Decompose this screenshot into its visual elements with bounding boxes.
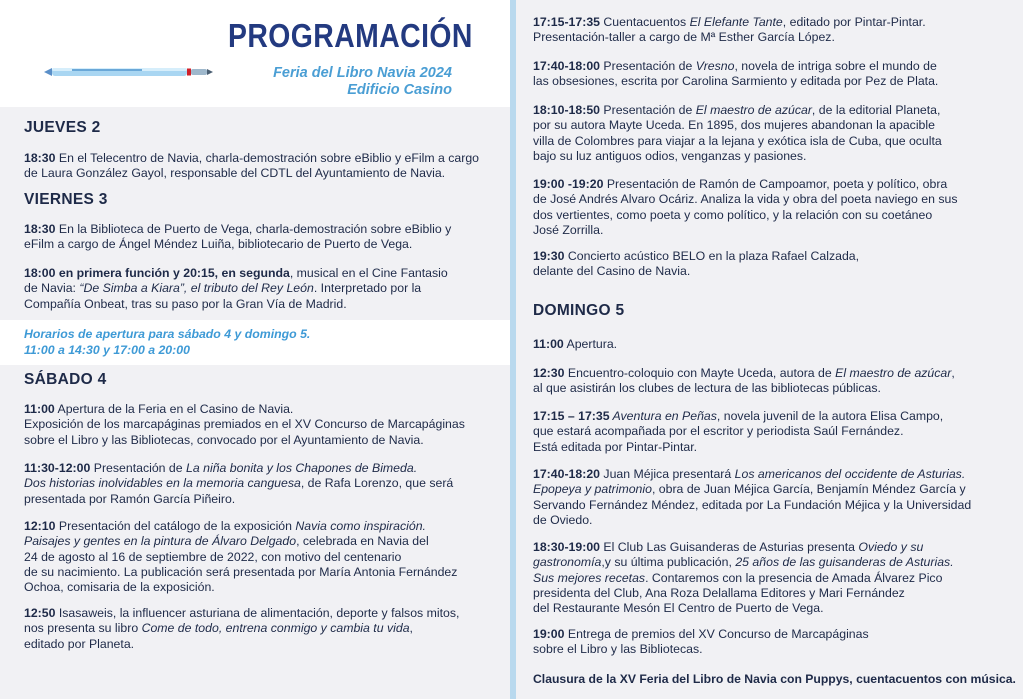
event-time: 18:30 [24, 222, 56, 236]
event-time: 18:30 [24, 151, 56, 165]
event-sabado-1740: 17:40-18:00 Presentación de Vresno, novela de intriga sobre el mundo de las obsesiones, escrita por Carolina Sarmiento y editada por Pez de Plata. [533, 59, 939, 89]
subtitle-line-1: Feria del Libro Navia 2024 [273, 65, 452, 81]
event-time: 18:30-19:00 [533, 540, 600, 554]
event-time: 19:30 [533, 249, 565, 263]
event-domingo-1715: 17:15 – 17:35 Aventura en Peñas, novela juvenil de la autora Elisa Campo, que estará acompañada por el escritor y periodista Saúl Fernández. Está editada por Pintar-Pintar. [533, 409, 944, 454]
event-time: 12:10 [24, 519, 56, 533]
event-jueves-1830: 18:30 En el Telecentro de Navia, charla-demostración sobre eBiblio y eFilm a cargo de Laura González Gayol, responsable del CDTL del Ayuntamiento de Navia. [24, 151, 479, 181]
event-time: 11:30-12:00 [24, 461, 91, 475]
event-domingo-1230: 12:30 Encuentro-coloquio con Mayte Uceda, autora de El maestro de azúcar, al que asistirán los clubes de lectura de las bibliotecas públicas. [533, 366, 955, 396]
event-time: 19:00 [533, 627, 565, 641]
event-time: 17:40-18:00 [533, 59, 600, 73]
event-sabado-1130: 11:30-12:00 Presentación de La niña bonita y los Chapones de Bimeda. Dos historias inolvidables en la memoria canguesa, de Rafa Lorenzo, que será presentada por Ramón García Piñeiro. [24, 461, 454, 506]
day-heading-viernes: VIERNES 3 [24, 191, 108, 208]
event-time: 11:00 [533, 337, 564, 351]
event-domingo-1900: 19:00 Entrega de premios del XV Concurso de Marcapáginas sobre el Libro y las Bibliotecas. [533, 627, 869, 657]
event-time: 18:10-18:50 [533, 103, 600, 117]
event-sabado-1900: 19:00 -19:20 Presentación de Ramón de Campoamor, poeta y político, obra de José Andrés Alvaro Ocáriz. Analiza la vida y obra del poeta naviego en sus dos vertientes, como poeta y como político, y la relación con su coetáneo José Zorrilla. [533, 177, 958, 237]
page-title: PROGRAMACIÓN [228, 17, 473, 54]
event-time: 18:00 en primera función y 20:15, en segunda [24, 266, 290, 280]
event-time: 12:30 [533, 366, 565, 380]
event-time: 19:00 -19:20 [533, 177, 604, 191]
day-heading-sabado: SÁBADO 4 [24, 371, 107, 388]
event-domingo-1100: 11:00 Apertura. [533, 337, 618, 351]
event-sabado-1810: 18:10-18:50 Presentación de El maestro de azúcar, de la editorial Planeta, por su autora Mayte Uceda. En 1895, dos mujeres abandonan la apacible villa de Colombres para viajar a la lejana y exótica isla de Cuba, que oculta bajo su luz antiguos odios, venganzas y pasiones. [533, 103, 942, 163]
day-heading-domingo: DOMINGO 5 [533, 302, 625, 319]
event-time: 11:00 [24, 402, 55, 416]
event-sabado-1100: 11:00 Apertura de la Feria en el Casino de Navia. Exposición de los marcapáginas premiados en el XV Concurso de Marcapáginas sobre el Libro y las Bibliotecas, convocado por el Ayuntamiento de Navia. [24, 402, 465, 447]
event-time: 17:15-17:35 [533, 15, 600, 29]
opening-hours-note: Horarios de apertura para sábado 4 y domingo 5. 11:00 a 14:30 y 17:00 a 20:00 [24, 327, 311, 357]
closing-note: Clausura de la XV Feria del Libro de Navia con Puppys, cuentacuentos con música. [533, 672, 1016, 686]
day-heading-jueves: JUEVES 2 [24, 119, 101, 136]
event-time: 12:50 [24, 606, 56, 620]
event-sabado-1210: 12:10 Presentación del catálogo de la exposición Navia como inspiración. Paisajes y gentes en la pintura de Álvaro Delgado, celebrada en Navia del 24 de agosto al 16 de septiembre de 2022, con motivo del centenario de su nacimiento. La publicación será presentada por María Antonia Fernández Ochoa, comisaria de la exposición. [24, 519, 458, 595]
subtitle-line-2: Edificio Casino [347, 82, 452, 98]
event-sabado-1930: 19:30 Concierto acústico BELO en la plaza Rafael Calzada, delante del Casino de Navia. [533, 249, 860, 279]
left-column [0, 0, 510, 699]
event-domingo-1740: 17:40-18:20 Juan Méjica presentará Los americanos del occidente de Asturias. Epopeya y patrimonio, obra de Juan Méjica García, Benjamín Méndez García y Servando Fernández Méndez, editada por La Fundación Méjica y la Universidad de Oviedo. [533, 467, 972, 527]
event-time: 17:15 – 17:35 [533, 409, 610, 423]
event-time: 17:40-18:20 [533, 467, 600, 481]
event-subtitle [273, 65, 452, 99]
event-domingo-1830: 18:30-19:00 El Club Las Guisanderas de Asturias presenta Oviedo y su gastronomía,y su última publicación, 25 años de las guisanderas de Asturias. Sus mejores recetas. Contaremos con la presencia de Amada Álvarez Pico presidenta del Club, Ana Roza Delallama Editores y Mari Fernández del Restaurante Mesón El Centro de Puerto de Vega. [533, 540, 954, 616]
event-viernes-musical: 18:00 en primera función y 20:15, en segunda, musical en el Cine Fantasio de Navia: “De Simba a Kiara”, el tributo del Rey León. Interpretado por la Compañía Onbeat, tras su paso por la Gran Vía de Madrid. [24, 266, 448, 311]
event-viernes-1830: 18:30 En la Biblioteca de Puerto de Vega, charla-demostración sobre eBiblio y eFilm a cargo de Ángel Méndez Luiña, bibliotecario de Puerto de Vega. [24, 222, 452, 252]
event-sabado-1250: 12:50 Isasaweis, la influencer asturiana de alimentación, deporte y falsos mitos, nos presenta su libro Come de todo, entrena conmigo y cambia tu vida, editado por Planeta. [24, 606, 460, 651]
pen-icon [42, 66, 214, 78]
event-sabado-1715: 17:15-17:35 Cuentacuentos El Elefante Tante, editado por Pintar-Pintar. Presentación-taller a cargo de Mª Esther García López. [533, 15, 926, 45]
